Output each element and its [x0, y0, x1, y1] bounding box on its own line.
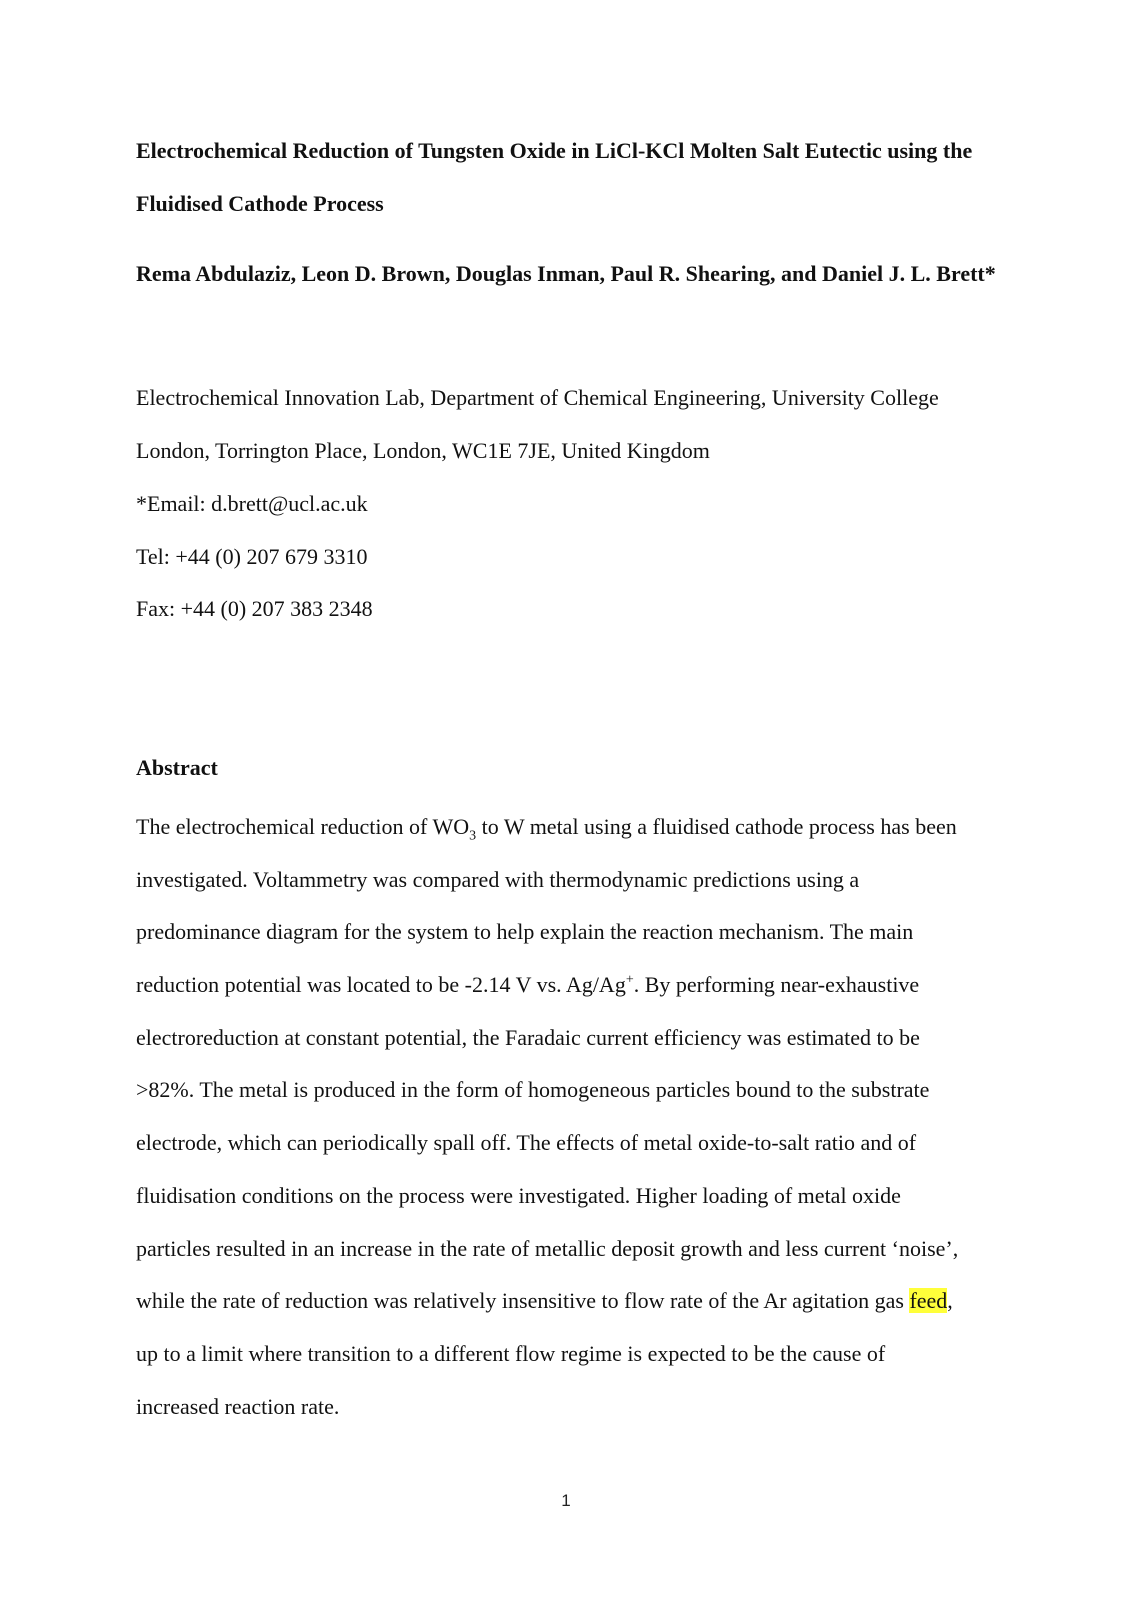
abstract-text: to W metal using a fluidised cathode process has been: [476, 814, 957, 839]
abstract-line: predominance diagram for the system to help explain the reaction mechanism. The main: [136, 919, 914, 945]
abstract-line: increased reaction rate.: [136, 1393, 340, 1419]
abstract-text: reduction potential was located to be -2.14 V vs. Ag/Ag: [136, 972, 626, 998]
abstract-text: while the rate of reduction was relatively insensitive to flow rate of the Ar agitation gas: [136, 1288, 910, 1314]
abstract-line: particles resulted in an increase in the rate of metallic deposit growth and less current ‘noise’,: [136, 1235, 959, 1261]
highlighted-word: feed: [909, 1288, 948, 1314]
abstract-text: . By performing near-exhaustive: [633, 972, 920, 998]
abstract-line: electrode, which can periodically spall off. The effects of metal oxide-to-salt ratio and of: [136, 1130, 917, 1156]
page-number: 1: [561, 1491, 571, 1510]
abstract-line: [136, 970, 998, 1023]
affiliation: Electrochemical Innovation Lab, Department of Chemical Engineering, University College London, Torrington Place, London, WC1E 7JE, United Kingdom: [136, 385, 939, 463]
abstract-heading: Abstract: [136, 755, 218, 780]
abstract-line: [136, 1286, 998, 1339]
fax-line: Fax: +44 (0) 207 383 2348: [136, 596, 373, 621]
author-list: Rema Abdulaziz, Leon D. Brown, Douglas Inman, Paul R. Shearing, and Daniel J. L. Brett*: [136, 261, 996, 286]
abstract-line: investigated. Voltammetry was compared with thermodynamic predictions using a: [136, 866, 860, 892]
abstract-body: [136, 812, 998, 1444]
superscript: +: [625, 972, 634, 988]
telephone-line: Tel: +44 (0) 207 679 3310: [136, 544, 368, 569]
abstract-line: [136, 812, 998, 865]
abstract-line: >82%. The metal is produced in the form of homogeneous particles bound to the substrate: [136, 1077, 930, 1103]
abstract-text: ,: [947, 1288, 953, 1314]
paper-title: Electrochemical Reduction of Tungsten Oxide in LiCl-KCl Molten Salt Eutectic using the Fluidised Cathode Process: [136, 138, 973, 216]
abstract-line: electroreduction at constant potential, the Faradaic current efficiency was estimated to be: [136, 1024, 920, 1050]
subscript: 3: [469, 828, 477, 844]
abstract-text: The electrochemical reduction of WO: [136, 814, 470, 839]
email-line: *Email: d.brett@ucl.ac.uk: [136, 491, 368, 516]
abstract-line: fluidisation conditions on the process were investigated. Higher loading of metal oxide: [136, 1182, 901, 1208]
abstract-line: up to a limit where transition to a different flow regime is expected to be the cause of: [136, 1340, 886, 1366]
